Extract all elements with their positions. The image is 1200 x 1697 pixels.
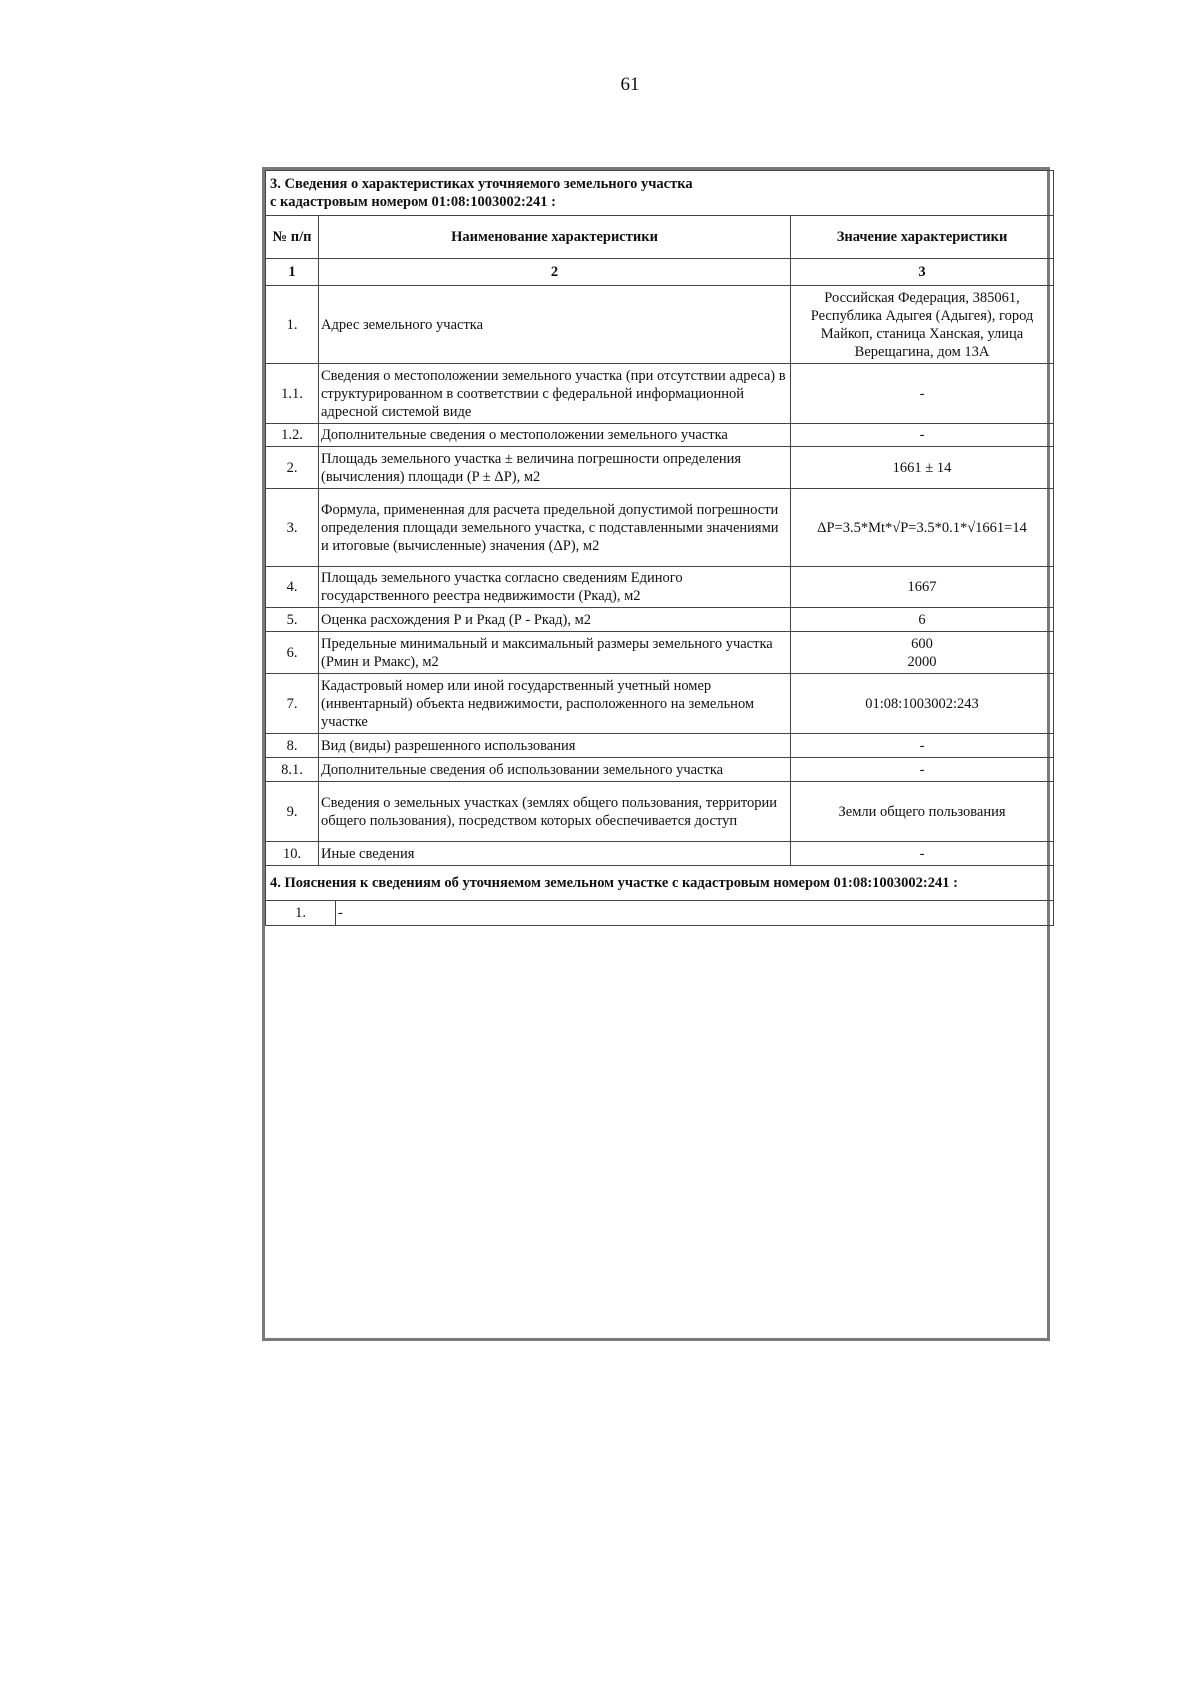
table-row [266, 608, 1054, 632]
section3-table [265, 170, 1054, 866]
row-number: 6. [266, 632, 319, 674]
row-name: Адрес земельного участка [319, 286, 791, 364]
row-value-min: 600 [911, 635, 933, 652]
row-value: - [791, 734, 1054, 758]
row-number: 7. [266, 674, 319, 734]
row-number: 8. [266, 734, 319, 758]
table-row [266, 674, 1054, 734]
row-number: 3. [266, 489, 319, 567]
column-number: 3 [791, 259, 1054, 286]
table-row [266, 447, 1054, 489]
row-name: Иные сведения [319, 842, 791, 866]
row-name: Площадь земельного участка согласно сведениям Единого государственного реестра недвижимости (Ркад), м2 [319, 567, 791, 608]
document-frame [262, 167, 1050, 1341]
row-number: 4. [266, 567, 319, 608]
row-name: Формула, примененная для расчета предельной допустимой погрешности определения площади земельного участка, с подставленными значениями и итоговые (вычисленные) значения (ΔP), м2 [319, 489, 791, 567]
row-number: 1.2. [266, 424, 319, 447]
section3-title-line1: 3. Сведения о характеристиках уточняемого земельного участка [270, 176, 693, 192]
row-name: Площадь земельного участка ± величина погрешности определения (вычисления) площади (P ± ΔP), м2 [319, 447, 791, 489]
item-text: - [336, 901, 1054, 926]
row-number: 5. [266, 608, 319, 632]
row-name: Сведения о местоположении земельного участка (при отсутствии адреса) в структурированном в соответствии с федеральной информационной адресной системой виде [319, 364, 791, 424]
row-name: Дополнительные сведения о местоположении земельного участка [319, 424, 791, 447]
row-value [791, 632, 1054, 674]
table-row [266, 758, 1054, 782]
table-row [266, 364, 1054, 424]
row-name: Предельные минимальный и максимальный размеры земельного участка (Рмин и Рмакс), м2 [319, 632, 791, 674]
table-row [266, 782, 1054, 842]
row-number: 8.1. [266, 758, 319, 782]
row-number: 10. [266, 842, 319, 866]
table-row [266, 424, 1054, 447]
header-no: № п/п [266, 216, 319, 259]
row-value: 6 [791, 608, 1054, 632]
table-row [266, 632, 1054, 674]
row-number: 1.1. [266, 364, 319, 424]
section4-title: 4. Пояснения к сведениям об уточняемом земельном участке с кадастровым номером 01:08:1003002:241 : [266, 866, 1054, 901]
row-value: - [791, 364, 1054, 424]
section4-table [265, 865, 1054, 926]
row-value: Земли общего пользования [791, 782, 1054, 842]
section3-title-line2: с кадастровым номером 01:08:1003002:241 : [270, 194, 556, 210]
row-value-max: 2000 [907, 653, 937, 670]
row-number: 9. [266, 782, 319, 842]
row-number: 1. [266, 286, 319, 364]
column-number: 1 [266, 259, 319, 286]
row-value: 01:08:1003002:243 [791, 674, 1054, 734]
row-value: ΔP=3.5*Mt*√P=3.5*0.1*√1661=14 [791, 489, 1054, 567]
item-number: 1. [266, 901, 336, 926]
row-value: 1661 ± 14 [791, 447, 1054, 489]
section3-title [266, 171, 1054, 216]
header-value: Значение характеристики [791, 216, 1054, 259]
table-row [266, 734, 1054, 758]
row-name: Сведения о земельных участках (землях общего пользования, территории общего пользования), посредством которых обеспечивается доступ [319, 782, 791, 842]
row-value: - [791, 424, 1054, 447]
row-name: Кадастровый номер или иной государственный учетный номер (инвентарный) объекта недвижимости, расположенного на земельном участке [319, 674, 791, 734]
list-item [266, 901, 1054, 926]
header-name: Наименование характеристики [319, 216, 791, 259]
row-value: - [791, 758, 1054, 782]
row-name: Вид (виды) разрешенного использования [319, 734, 791, 758]
row-name: Оценка расхождения Р и Ркад (Р - Ркад), м2 [319, 608, 791, 632]
row-value: - [791, 842, 1054, 866]
row-value: 1667 [791, 567, 1054, 608]
page-number: 61 [620, 74, 640, 95]
table-row [266, 567, 1054, 608]
row-name: Дополнительные сведения об использовании земельного участка [319, 758, 791, 782]
column-number: 2 [319, 259, 791, 286]
table-row [266, 286, 1054, 364]
row-number: 2. [266, 447, 319, 489]
row-value: Российская Федерация, 385061, Республика Адыгея (Адыгея), город Майкоп, станица Ханская, улица Верещагина, дом 13А [791, 286, 1054, 364]
table-row [266, 489, 1054, 567]
table-row [266, 842, 1054, 866]
